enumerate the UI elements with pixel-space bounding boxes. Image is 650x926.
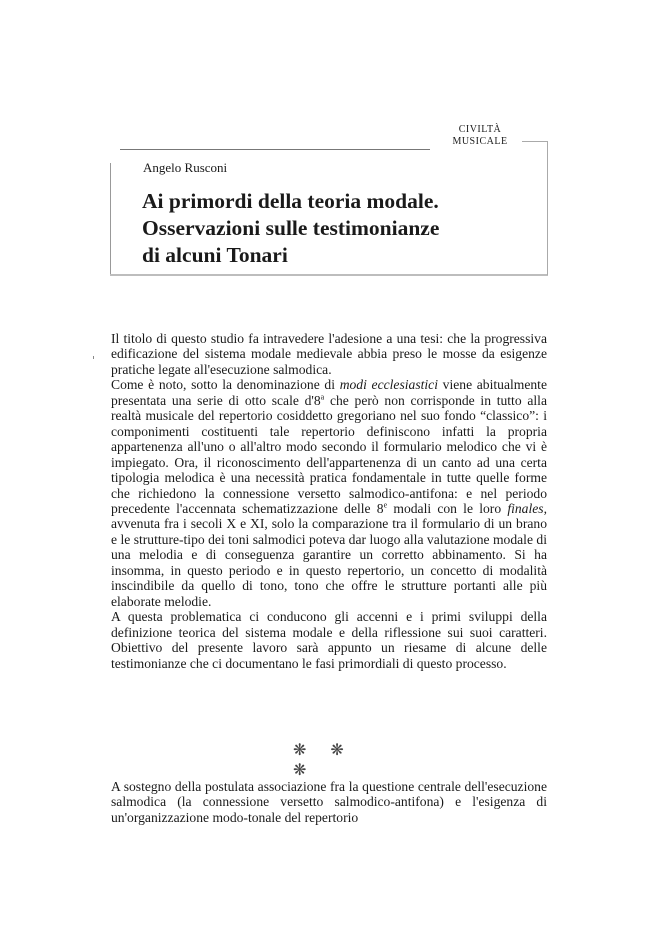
- series-label-line-2: MUSICALE: [452, 136, 508, 147]
- paragraph-3: A questa problematica ci conducono gli accenni e i primi sviluppi della definizione teorica del sistema modale e della riflessione sui suoi caratteri. Obiettivo del presente lavoro sarà appunto un riesame di alcune delle testimonianze che ci documentano le fasi primordiali di questo processo.: [111, 609, 547, 671]
- article-title: [142, 188, 542, 269]
- section-separator: ❋ ❋ ❋: [293, 742, 354, 779]
- p2-sup-a: a: [320, 392, 325, 402]
- paragraph-4: A sostegno della postulata associazione fra la questione centrale dell'esecuzione salmodica (la connessione versetto salmodico-antifona) e l'esigenza di un'organizzazione modo-tonale del repertorio: [111, 779, 547, 825]
- title-line-3: di alcuni Tonari: [142, 243, 288, 267]
- p2-italic-finales: finales: [507, 500, 544, 516]
- paragraph-2: [111, 377, 547, 609]
- margin-mark: [93, 356, 94, 359]
- author-name: Angelo Rusconi: [143, 160, 228, 175]
- title-frame-cap: [522, 141, 548, 142]
- title-line-2: Osservazioni sulle testimonianze: [142, 216, 440, 240]
- article-body: [111, 331, 547, 671]
- p2-text-5: , avvenuta fra i secoli X e XI, solo la comparazione tra il formulario di un brano e le strutture-tipo dei toni salmodici poteva dar luogo alla valutazione modale di una melodia e di conseguenza garantire un corretto abbinamento. Si ha insomma, in questo periodo e in questo repertorio, un concetto di modalità inscindibile da quello di tono, tono che offre le strutture portanti alle più elaborate melodie.: [111, 500, 547, 609]
- title-line-1: Ai primordi della teoria modale.: [142, 189, 439, 213]
- p2-sup-e: e: [383, 500, 388, 510]
- p2-text-1: Come è noto, sotto la denominazione di: [111, 377, 340, 393]
- header-rule: [120, 149, 430, 150]
- paragraph-1: Il titolo di questo studio fa intravedere l'adesione a una tesi: che la progressiva edificazione del sistema modale medievale abbia preso le mosse da esigenze pratiche legate all'esecuzione salmodica.: [111, 331, 547, 377]
- p2-text-4: modali con le loro: [387, 500, 508, 516]
- title-frame-left: [110, 163, 111, 274]
- p2-italic-modi: modi ecclesiastici: [339, 377, 438, 393]
- p2-text-3: che però non corrisponde in tutto alla realtà musicale del repertorio cosiddetto gregoriano nel suo fondo “classico”: i componimenti costituenti tale repertorio definiscono infatti la propria appartenenza all'uno o all'altro modo secondo il formulario melodico che vi è impiegato. Ora, il riconoscimento dell'appartenenza di un canto ad una certa tipologia melodica è una necessità pratica fondamentale in tutte quelle forme che richiedono la connessione versetto salmodico-antifona: e nel periodo precedente l'accennata schematizzazione delle 8: [111, 392, 547, 516]
- p2-text-2: viene abitualmente presentata una serie di otto scale d'8: [111, 377, 547, 408]
- series-label-line-1: CIVILTÀ: [458, 124, 502, 135]
- title-frame-bottom: [110, 274, 548, 276]
- title-frame-right: [547, 141, 548, 275]
- series-label: [440, 124, 520, 148]
